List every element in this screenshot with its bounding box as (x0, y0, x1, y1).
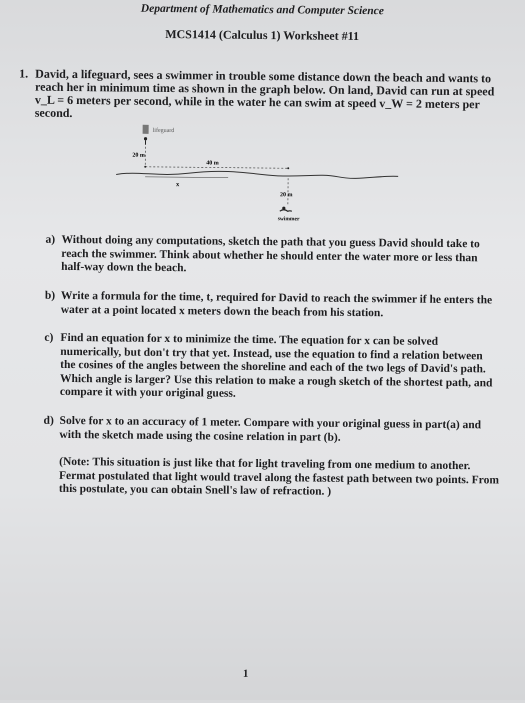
problem-text: David, a lifeguard, sees a swimmer in trouble some distance down the beach and wants to reach her in minimum time as shown in the graph below. On land, David can run at speed v_L = 6 meters per second, while in the water he can swim at speed v_W = 2 meters per second. (35, 68, 500, 125)
fermat-note: (Note: This situation is just like that for light traveling from one medium to another. Fermat postulated that light would travel along the fastest path between two points. From this postulate, you can obtain Snell's law of refraction. ) (59, 456, 499, 501)
top-distance-label: 20 m (132, 153, 145, 159)
part-c-label: c) (44, 332, 53, 346)
lifeguard-station-icon (143, 125, 149, 134)
part-b (45, 290, 495, 322)
x-segment-line (145, 177, 228, 178)
part-d-text: Solve for x to an accuracy of 1 meter. Compare with your original guess in part(a) and with the sketch made using the cosine relation in part (b). (59, 415, 493, 447)
problem-number: 1. (19, 67, 28, 80)
part-a-label: a) (45, 234, 55, 248)
part-c-text: Find an equation for x to minimize the time. The equation for x can be solved numerically, but don't try that yet. Instead, use the equation to find a relation between the cosines of the angles between the shoreline and each of the two legs of David's path. Which angle is larger? Use this relation to make a rough sketch of the shortest path, and compare it with your original guess. (60, 332, 495, 404)
page-number: 1 (243, 668, 249, 680)
beach-distance-line (145, 167, 288, 168)
problem-statement (19, 67, 500, 124)
worksheet-title: MCS1414 (Calculus 1) Worksheet #11 (0, 25, 525, 45)
swimmer-label: swimmer (278, 216, 300, 222)
x-label: x (176, 181, 180, 188)
beach-length-label: 40 m (206, 160, 219, 166)
part-b-label: b) (45, 290, 55, 304)
bottom-distance-label: 20 m (280, 192, 293, 198)
lifeguard-icon (144, 137, 147, 140)
part-a (45, 234, 495, 279)
part-d (43, 415, 493, 447)
part-a-text: Without doing any computations, sketch the path that you guess David should take to reach the swimmer. Think about whether he should enter the water more or less than half-way down the beach. (61, 234, 495, 279)
part-b-text: Write a formula for the time, t, required for David to reach the swimmer if he enters the water at a point located x meters down the beach from his station. (61, 290, 495, 322)
shoreline (116, 170, 398, 179)
lifeguard-diagram (98, 118, 419, 231)
part-d-label: d) (44, 415, 54, 429)
department-header: Department of Mathematics and Computer Science (0, 1, 525, 18)
lifeguard-label: lifeguard (153, 127, 175, 134)
swimmer-icon (280, 207, 292, 212)
part-c (44, 332, 495, 404)
